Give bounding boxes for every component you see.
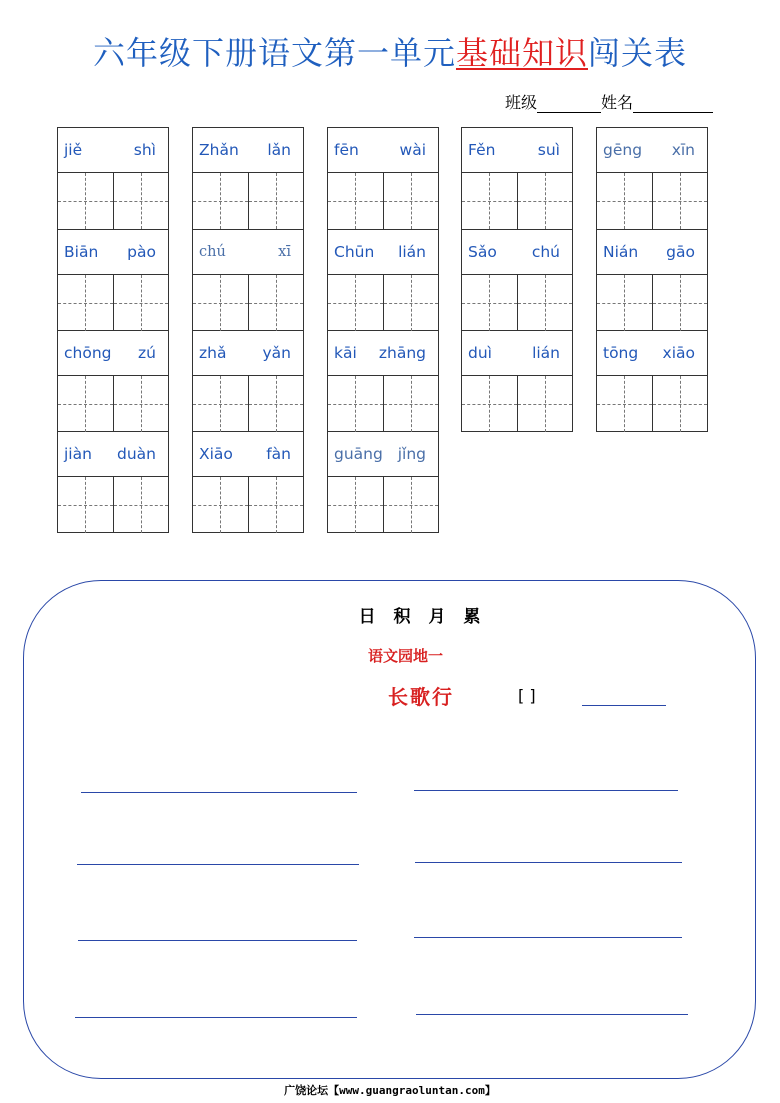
pinyin-syllable: pào	[127, 243, 156, 261]
char-box[interactable]	[58, 477, 113, 533]
char-box[interactable]	[248, 477, 304, 533]
writing-grid	[193, 172, 303, 229]
poem-line-blank[interactable]	[416, 1014, 688, 1015]
writing-grid	[58, 274, 168, 331]
pinyin-row	[597, 331, 707, 375]
pinyin-syllable: Zhǎn	[199, 141, 239, 159]
char-box[interactable]	[248, 376, 304, 432]
pinyin-syllable: Nián	[603, 243, 639, 261]
char-box[interactable]	[58, 275, 113, 331]
word-cell	[328, 431, 438, 532]
pinyin-syllable: Xiāo	[199, 445, 233, 463]
char-box[interactable]	[462, 376, 517, 432]
poem-title: 长歌行	[388, 685, 454, 709]
char-box[interactable]	[383, 275, 439, 331]
word-cell	[58, 330, 168, 431]
char-box[interactable]	[193, 275, 248, 331]
pinyin-syllable: xīn	[671, 141, 695, 159]
char-box[interactable]	[652, 173, 708, 229]
pinyin-syllable: zú	[138, 344, 156, 362]
word-cell	[328, 330, 438, 431]
pinyin-syllable: zhāng	[378, 344, 426, 362]
pinyin-syllable: lián	[398, 243, 426, 261]
writing-grid	[58, 476, 168, 533]
pinyin-row	[328, 432, 438, 476]
char-box[interactable]	[248, 173, 304, 229]
word-cell	[193, 128, 303, 229]
poem-line-blank[interactable]	[81, 792, 357, 793]
writing-grid	[328, 172, 438, 229]
char-box[interactable]	[597, 376, 652, 432]
writing-grid	[597, 375, 707, 432]
writing-grid	[193, 476, 303, 533]
writing-grid	[462, 172, 572, 229]
char-box[interactable]	[113, 477, 169, 533]
pinyin-syllable: suì	[537, 141, 560, 159]
pinyin-syllable: xī	[278, 244, 291, 260]
pinyin-syllable: zhǎ	[199, 344, 227, 362]
char-box[interactable]	[597, 173, 652, 229]
poem-line-blank[interactable]	[78, 940, 357, 941]
char-box[interactable]	[113, 173, 169, 229]
char-box[interactable]	[58, 376, 113, 432]
pinyin-syllable: Fěn	[468, 141, 496, 159]
pinyin-row	[193, 432, 303, 476]
char-box[interactable]	[328, 477, 383, 533]
pinyin-syllable: lǎn	[267, 141, 291, 159]
char-box[interactable]	[328, 275, 383, 331]
writing-grid	[597, 172, 707, 229]
char-box[interactable]	[193, 376, 248, 432]
pinyin-syllable: chú	[199, 244, 226, 260]
char-box[interactable]	[517, 275, 573, 331]
title-suffix: 闯关表	[588, 34, 688, 72]
pinyin-syllable: lián	[532, 344, 560, 362]
writing-grid	[328, 476, 438, 533]
pinyin-row	[193, 331, 303, 375]
word-cell	[328, 128, 438, 229]
writing-grid	[462, 375, 572, 432]
word-cell	[193, 431, 303, 532]
pinyin-syllable: shì	[133, 141, 156, 159]
pinyin-column-5	[596, 127, 708, 432]
char-box[interactable]	[462, 275, 517, 331]
pinyin-row	[462, 331, 572, 375]
char-box[interactable]	[462, 173, 517, 229]
pinyin-syllable: jǐng	[397, 445, 426, 463]
poem-line-blank[interactable]	[77, 864, 359, 865]
word-cell	[597, 330, 707, 431]
poem-line-blank[interactable]	[414, 790, 678, 791]
pinyin-row	[328, 331, 438, 375]
char-box[interactable]	[248, 275, 304, 331]
student-info	[505, 90, 713, 113]
pinyin-syllable: jiě	[64, 141, 83, 159]
pinyin-syllable: duàn	[117, 445, 156, 463]
pinyin-syllable: Chūn	[334, 243, 375, 261]
pinyin-row	[193, 128, 303, 172]
writing-grid	[462, 274, 572, 331]
pinyin-syllable: fàn	[266, 445, 291, 463]
pinyin-syllable: Biān	[64, 243, 99, 261]
word-cell	[193, 229, 303, 330]
writing-grid	[328, 274, 438, 331]
pinyin-syllable: chú	[531, 243, 560, 261]
char-box[interactable]	[328, 173, 383, 229]
char-box[interactable]	[328, 376, 383, 432]
name-label: 姓名	[601, 93, 634, 112]
pinyin-column-2	[192, 127, 304, 533]
word-cell	[193, 330, 303, 431]
poem-line-blank[interactable]	[415, 862, 682, 863]
word-cell	[462, 229, 572, 330]
pinyin-row	[328, 128, 438, 172]
name-field[interactable]	[633, 95, 713, 113]
char-box[interactable]	[113, 376, 169, 432]
dynasty-bracket[interactable]: [ ]	[518, 686, 536, 705]
pinyin-syllable: Sǎo	[468, 243, 497, 261]
pinyin-syllable: kāi	[334, 344, 357, 362]
pinyin-row	[58, 128, 168, 172]
class-label: 班级	[505, 93, 538, 112]
word-cell	[328, 229, 438, 330]
pinyin-syllable: chōng	[64, 344, 112, 362]
pinyin-row	[462, 128, 572, 172]
word-cell	[58, 128, 168, 229]
pinyin-syllable: jiàn	[64, 445, 92, 463]
poet-blank[interactable]	[582, 705, 666, 706]
word-cell	[597, 229, 707, 330]
class-field[interactable]	[537, 95, 601, 113]
site-footer: 广饶论坛【www.guangraoluntan.com】	[284, 1084, 496, 1097]
pinyin-syllable: gāo	[666, 243, 695, 261]
char-box[interactable]	[597, 275, 652, 331]
title-highlight: 基础知识	[455, 34, 588, 72]
char-box[interactable]	[517, 376, 573, 432]
title-prefix: 六年级下册语文第一单元	[92, 34, 456, 72]
word-cell	[462, 330, 572, 431]
char-box[interactable]	[517, 173, 573, 229]
pinyin-column-1	[57, 127, 169, 533]
pinyin-column-3	[327, 127, 439, 533]
char-box[interactable]	[652, 275, 708, 331]
pinyin-row	[193, 230, 303, 274]
writing-grid	[193, 274, 303, 331]
pinyin-row	[597, 128, 707, 172]
pinyin-row	[597, 230, 707, 274]
pinyin-syllable: gēng	[603, 141, 643, 159]
char-box[interactable]	[58, 173, 113, 229]
pinyin-syllable: xiāo	[662, 344, 695, 362]
writing-grid	[193, 375, 303, 432]
pinyin-row	[58, 331, 168, 375]
pinyin-syllable: yǎn	[262, 344, 291, 362]
writing-grid	[328, 375, 438, 432]
poem-line-blank[interactable]	[75, 1017, 357, 1018]
writing-grid	[597, 274, 707, 331]
pinyin-row	[58, 432, 168, 476]
pinyin-syllable: duì	[468, 344, 492, 362]
pinyin-row	[328, 230, 438, 274]
pinyin-row	[58, 230, 168, 274]
poem-line-blank[interactable]	[414, 937, 682, 938]
char-box[interactable]	[193, 173, 248, 229]
char-box[interactable]	[383, 376, 439, 432]
word-cell	[462, 128, 572, 229]
word-cell	[597, 128, 707, 229]
section-heading: 日 积 月 累	[358, 607, 487, 627]
pinyin-syllable: tōng	[603, 344, 639, 362]
pinyin-syllable: guāng	[334, 445, 383, 463]
pinyin-row	[462, 230, 572, 274]
section-subheading: 语文园地一	[368, 647, 444, 665]
char-box[interactable]	[193, 477, 248, 533]
char-box[interactable]	[383, 477, 439, 533]
word-cell	[58, 229, 168, 330]
writing-grid	[58, 172, 168, 229]
pinyin-column-4	[461, 127, 573, 432]
page-title	[0, 28, 780, 74]
pinyin-syllable: fēn	[334, 141, 359, 159]
word-cell	[58, 431, 168, 532]
char-box[interactable]	[652, 376, 708, 432]
writing-grid	[58, 375, 168, 432]
pinyin-syllable: wài	[399, 141, 426, 159]
char-box[interactable]	[113, 275, 169, 331]
char-box[interactable]	[383, 173, 439, 229]
